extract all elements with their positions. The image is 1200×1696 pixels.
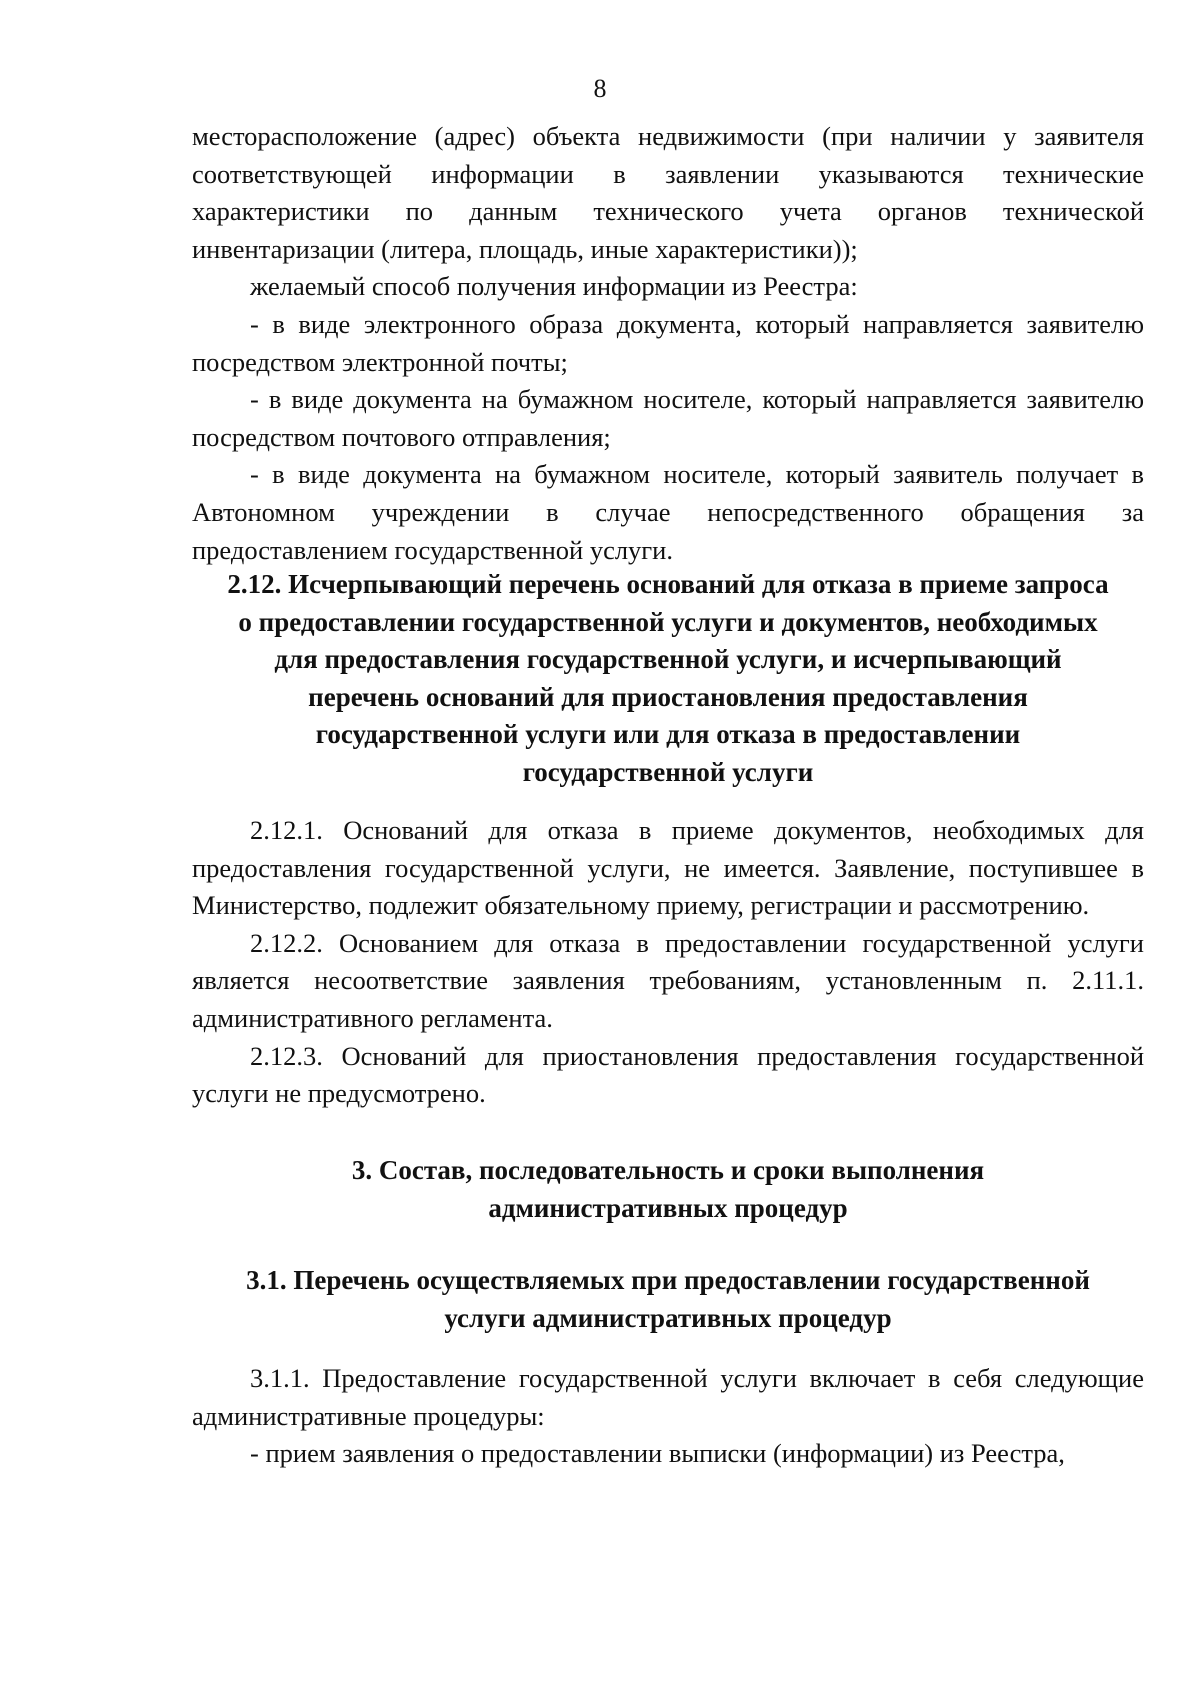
heading-line: перечень оснований для приостановления предоставления bbox=[308, 681, 1028, 712]
delivery-method-label: желаемый способ получения информации из Реестра: bbox=[250, 271, 858, 302]
address-paragraph: месторасположение (адрес) объекта недвижимости (при наличии у заявителя соответствующей информации в заявлении указываются технические характеристики по данным технического учета органов технической инвентаризации (литера, площадь, иные характеристики)); bbox=[192, 121, 1144, 264]
delivery-option-in-person: - в виде документа на бумажном носителе, который заявитель получает в Автономном учреждении в случае непосредственного обращения за предоставлением государственной услуги. bbox=[192, 459, 1144, 565]
section-2-12-heading bbox=[192, 566, 1144, 792]
heading-line: государственной услуги bbox=[522, 756, 814, 787]
heading-line: 3. Состав, последовательность и сроки выполнения bbox=[351, 1155, 985, 1185]
heading-line: услуги административных процедур bbox=[444, 1302, 892, 1333]
heading-line: о предоставлении государственной услуги и документов, необходимых bbox=[238, 606, 1098, 637]
section-3-1-body bbox=[192, 1360, 1144, 1473]
heading-line: для предоставления государственной услуги, и исчерпывающий bbox=[274, 644, 1062, 675]
paragraph-2-12-2: 2.12.2. Основанием для отказа в предоставлении государственной услуги является несоответствие заявления требованиям, установленным п. 2.11.1. административного регламента. bbox=[192, 927, 1144, 1033]
delivery-option-email: - в виде электронного образа документа, который направляется заявителю посредством электронной почты; bbox=[192, 308, 1144, 377]
section-3-heading bbox=[192, 1152, 1144, 1227]
heading-line: 3.1. Перечень осуществляемых при предоставлении государственной bbox=[246, 1265, 1090, 1295]
paragraph-3-1-1: 3.1.1. Предоставление государственной услуги включает в себя следующие административные процедуры: bbox=[192, 1363, 1144, 1431]
paragraph-2-12-3: 2.12.3. Оснований для приостановления предоставления государственной услуги не предусмотрено. bbox=[192, 1040, 1144, 1109]
heading-line: 2.12. Исчерпывающий перечень оснований для отказа в приеме запроса bbox=[227, 569, 1109, 599]
intro-block bbox=[192, 118, 1144, 569]
paragraph-2-12-1: 2.12.1. Оснований для отказа в приеме документов, необходимых для предоставления государственной услуги, не имеется. Заявление, поступившее в Министерство, подлежит обязательному приему, регистрации и рассмотрению. bbox=[192, 815, 1144, 921]
heading-line: административных процедур bbox=[488, 1192, 848, 1223]
section-2-12-body bbox=[192, 812, 1144, 1113]
procedure-list-item: - прием заявления о предоставлении выписки (информации) из Реестра, bbox=[250, 1438, 1065, 1469]
section-3-1-heading bbox=[192, 1262, 1144, 1337]
heading-line: государственной услуги или для отказа в предоставлении bbox=[315, 719, 1021, 750]
page-number: 8 bbox=[593, 74, 607, 103]
delivery-option-post: - в виде документа на бумажном носителе, который направляется заявителю посредством почтового отправления; bbox=[192, 384, 1144, 452]
